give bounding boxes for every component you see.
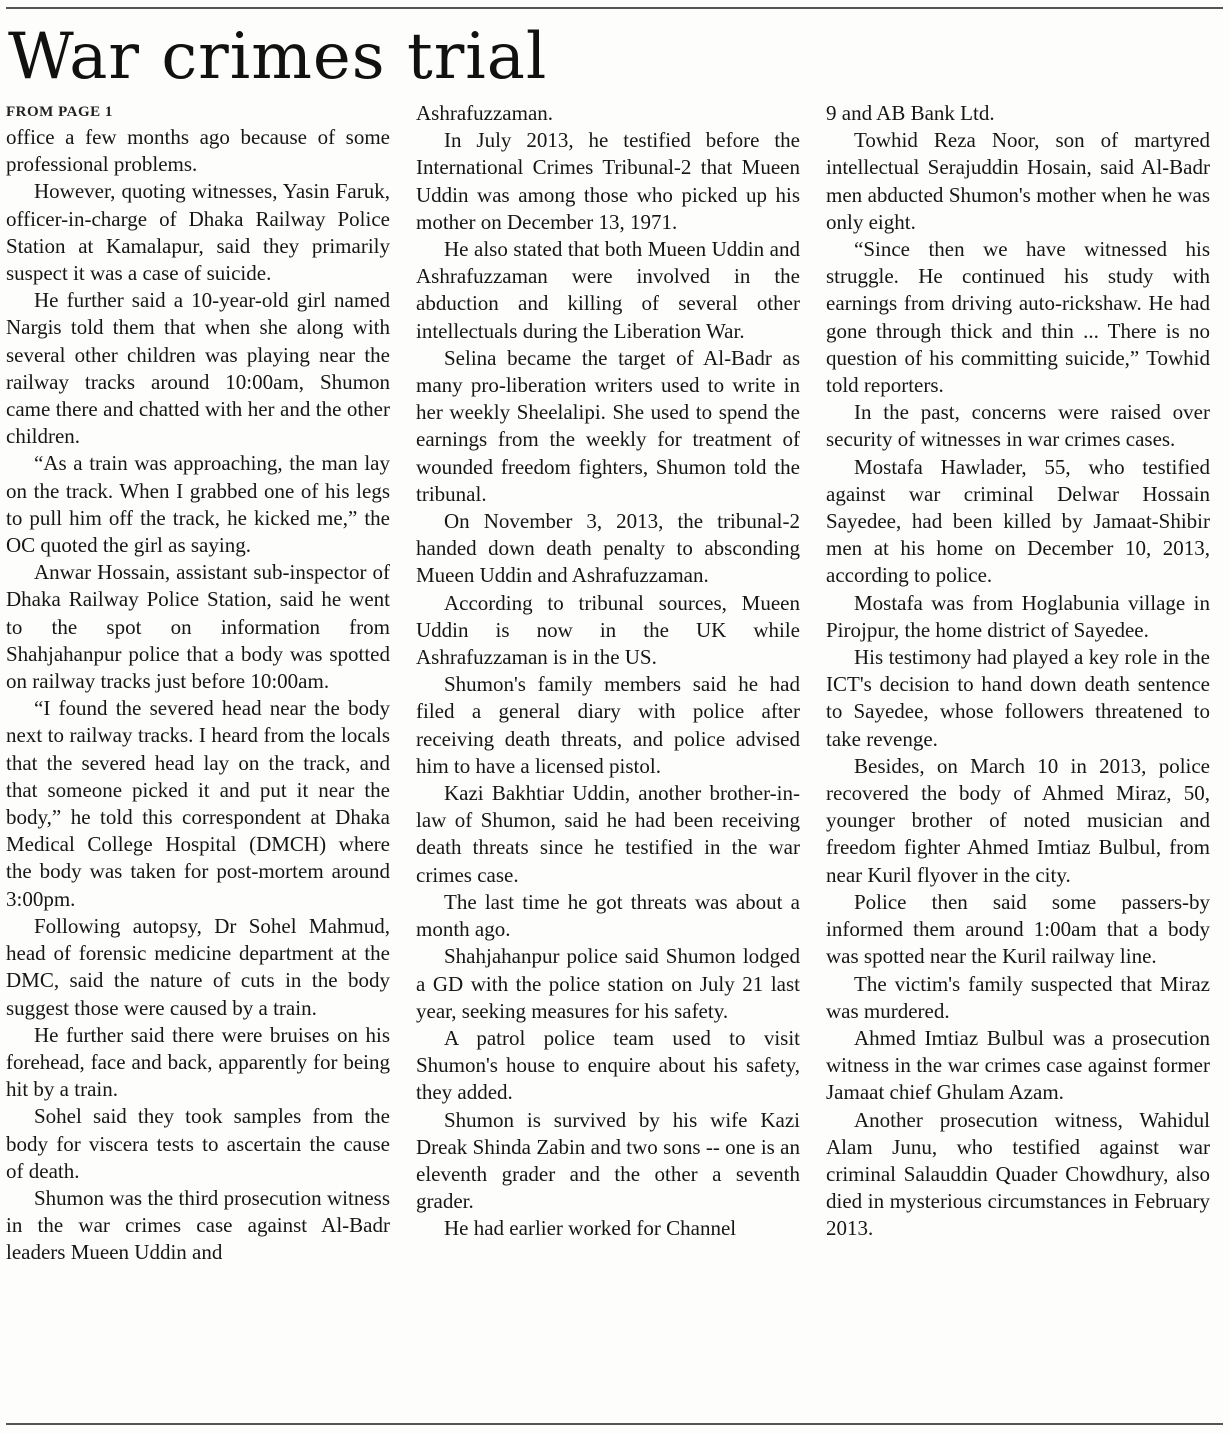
paragraph: “As a train was approaching, the man lay on the track. When I grabbed one of his legs to pull him off the track, he kicked me,” the OC quoted the girl as saying. (6, 451, 390, 558)
paragraph: Ashrafuzzaman. (416, 101, 554, 125)
headline: War crimes trial (8, 20, 548, 94)
paragraph: “Since then we have witnessed his struggle. He continued his study with earnings from driving auto-rickshaw. He had gone through thick and thin ... There is no question of his committing suicide,” Towhid told reporters. (826, 237, 1210, 398)
paragraph: He had earlier worked for Channel (444, 1216, 737, 1241)
paragraph: He further said a 10-year-old girl named Nargis told them that when she along with several other children was playing near the railway tracks around 10:00am, Shumon came there and chatted with her and the other children. (6, 288, 390, 449)
paragraph: Shahjahanpur police said Shumon lodged a GD with the police station on July 21 last year, seeking measures for his safety. (416, 944, 800, 1023)
paragraph: Anwar Hossain, assistant sub-inspector of Dhaka Railway Police Station, said he went to the spot on information from Shahjahanpur police that a body was spotted on railway tracks just before 10:00am. (6, 560, 390, 694)
column-3 (826, 100, 1210, 1416)
bottom-rule (6, 1423, 1223, 1425)
paragraph: A patrol police team used to visit Shumon's house to enquire about his safety, they added. (416, 1025, 800, 1105)
paragraph: He further said there were bruises on his forehead, face and back, apparently for being hit by a train. (6, 1022, 390, 1102)
paragraph: According to tribunal sources, Mueen Uddin is now in the UK while Ashrafuzzaman is in the US. (416, 590, 800, 670)
column-1 (6, 100, 390, 1416)
paragraph: Shumon's family members said he had filed a general diary with police after receiving death threats, and police advised him to have a licensed pistol. (416, 672, 800, 778)
paragraph: Shumon was the third prosecution witness in the war crimes case against Al-Badr leaders Mueen Uddin and (6, 1185, 390, 1265)
paragraph: Mostafa Hawlader, 55, who testified against war criminal Delwar Hossain Sayedee, had been killed by Jamaat-Shibir men at his home on December 10, 2013, according to police. (826, 454, 1210, 588)
paragraph: Kazi Bakhtiar Uddin, another brother-in-law of Shumon, said he had been receiving death threats since he testified in the war crimes case. (416, 781, 800, 887)
paragraph: In the past, concerns were raised over security of witnesses in war crimes cases. (826, 400, 1210, 452)
paragraph: Besides, on March 10 in 2013, police recovered the body of Ahmed Miraz, 50, younger brother of noted musician and freedom fighter Ahmed Imtiaz Bulbul, from near Kuril flyover in the city. (826, 753, 1210, 887)
paragraph: The last time he got threats was about a month ago. (416, 889, 800, 942)
paragraph: Selina became the target of Al-Badr as many pro-liberation writers used to write in her weekly Sheelalipi. She used to spend the earnings from the weekly for treatment of wounded freedom fighters, Shumon told the tribunal. (416, 345, 800, 506)
paragraph: office a few months ago because of some professional problems. (6, 125, 390, 177)
paragraph: Ahmed Imtiaz Bulbul was a prosecution witness in the war crimes case against former Jamaat chief Ghulam Azam. (826, 1025, 1210, 1105)
kicker: FROM PAGE 1 (6, 104, 113, 120)
paragraph: Towhid Reza Noor, son of martyred intellectual Serajuddin Hosain, said Al-Badr men abducted Shumon's mother when he was only eight. (826, 128, 1210, 234)
paragraph: Following autopsy, Dr Sohel Mahmud, head of forensic medicine department at the DMC, said the nature of cuts in the body suggest those were caused by a train. (6, 913, 390, 1020)
paragraph: On November 3, 2013, the tribunal-2 handed down death penalty to absconding Mueen Uddin and Ashrafuzzaman. (416, 509, 800, 588)
top-rule (6, 7, 1223, 9)
paragraph: 9 and AB Bank Ltd. (826, 101, 995, 125)
paragraph: Another prosecution witness, Wahidul Alam Junu, who testified against war criminal Salauddin Quader Chowdhury, also died in mysterious circumstances in February 2013. (826, 1107, 1210, 1241)
paragraph: “I found the severed head near the body next to railway tracks. I heard from the locals that the severed head lay on the track, and that someone picked it and put it near the body,” he told this correspondent at Dhaka Medical College Hospital (DMCH) where the body was taken for post-mortem around 3:00pm. (6, 696, 390, 911)
paragraph: Sohel said they took samples from the body for viscera tests to ascertain the cause of death. (6, 1104, 390, 1183)
paragraph: His testimony had played a key role in the ICT's decision to hand down death sentence to Sayedee, whose followers threatened to take revenge. (826, 645, 1210, 751)
paragraph: However, quoting witnesses, Yasin Faruk, officer-in-charge of Dhaka Railway Police Station at Kamalapur, said they primarily suspect it was a case of suicide. (6, 179, 390, 286)
paragraph: In July 2013, he testified before the International Crimes Tribunal-2 that Mueen Uddin was among those who picked up his mother on December 13, 1971. (416, 128, 800, 234)
paragraph: The victim's family suspected that Miraz was murdered. (826, 971, 1210, 1023)
paragraph: Shumon is survived by his wife Kazi Dreak Shinda Zabin and two sons -- one is an eleventh grader and the other a seventh grader. (416, 1107, 800, 1214)
paragraph: Mostafa was from Hoglabunia village in Pirojpur, the home district of Sayedee. (826, 590, 1210, 642)
paragraph: Police then said some passers-by informed them around 1:00am that a body was spotted near the Kuril railway line. (826, 889, 1210, 969)
column-2 (416, 100, 800, 1416)
paragraph: He also stated that both Mueen Uddin and Ashrafuzzaman were involved in the abduction and killing of several other intellectuals during the Liberation War. (416, 237, 800, 343)
